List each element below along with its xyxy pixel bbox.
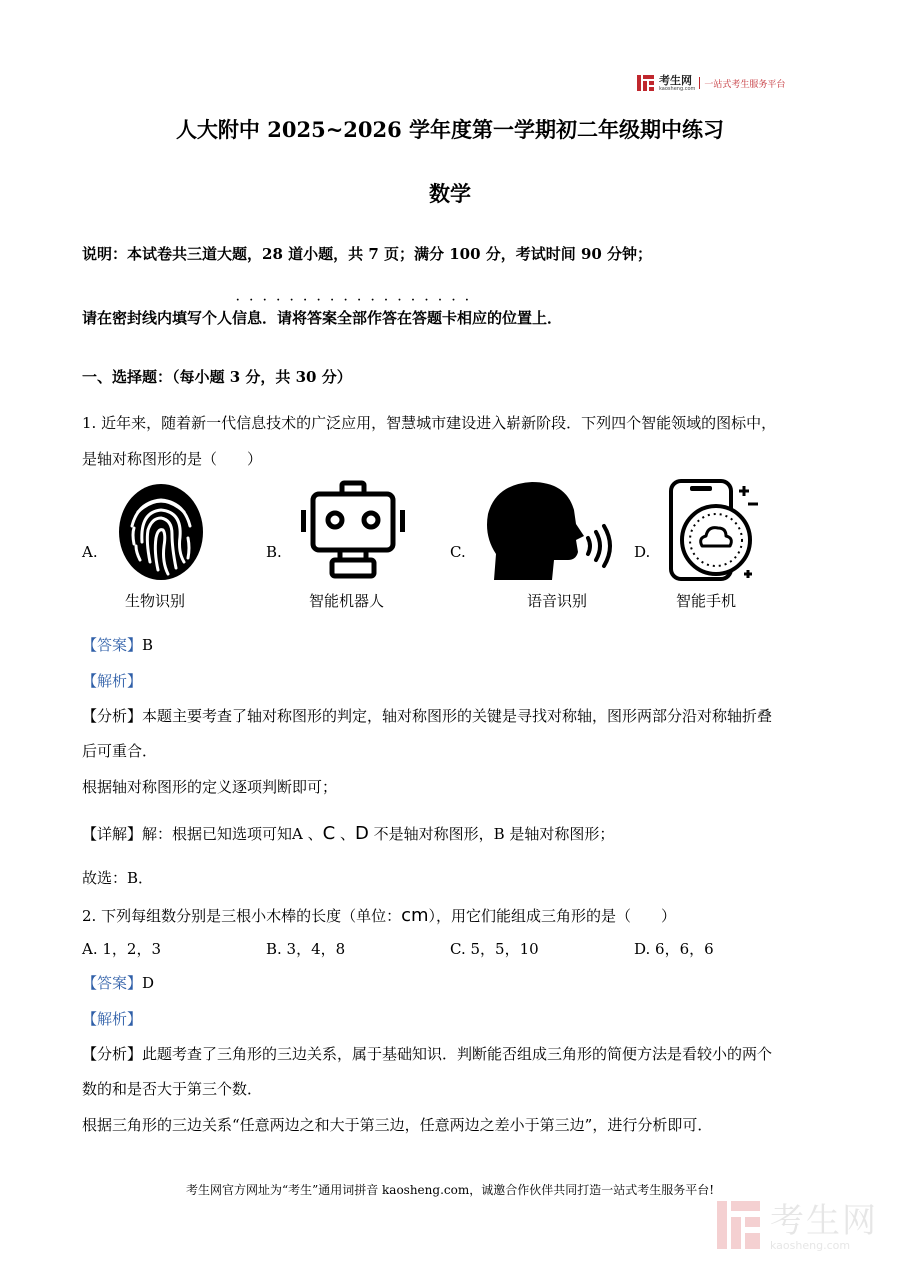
q1-option-b-letter: B. bbox=[266, 543, 282, 561]
logo-divider bbox=[699, 77, 700, 89]
q1-option-a-letter: A. bbox=[82, 543, 98, 561]
logo-domain: kaosheng.com bbox=[659, 85, 696, 92]
q1-analysis-tag: 【解析】 bbox=[82, 672, 143, 690]
q1-detail-line bbox=[82, 823, 614, 845]
q1-analysis-text1: 本题主要考查了轴对称图形的判定，轴对称图形的关键是寻找对称轴，图形两部分沿对称轴折叠 bbox=[142, 707, 773, 725]
q1-detail-text-a: 解：根据已知选项可知A 、 bbox=[142, 825, 323, 843]
exam-notice: 请在密封线内填写个人信息．请将答案全部作答在答题卡相应的位置上． bbox=[82, 309, 563, 327]
q2-option-d: D. 6，6，6 bbox=[634, 940, 714, 958]
q2-answer-tag: 【答案】 bbox=[82, 974, 143, 992]
q2-analysis-tag: 【解析】 bbox=[82, 1010, 143, 1028]
q1-detail-label: 【详解】 bbox=[82, 825, 143, 843]
q2-analysis-line2: 数的和是否大于第三个数． bbox=[82, 1080, 263, 1098]
kaosheng-logo-mark-icon bbox=[636, 73, 656, 93]
fingerprint-icon bbox=[118, 482, 204, 586]
section-heading: 一、选择题：（每小题 3 分，共 30 分） bbox=[82, 368, 352, 386]
q2-analysis-line1 bbox=[82, 1045, 772, 1063]
q1-option-b-caption: 智能机器人 bbox=[309, 592, 385, 610]
q2-stem-a: 2. 下列每组数分别是三根小木棒的长度（单位： bbox=[82, 907, 402, 925]
q1-detail-c: C bbox=[322, 823, 336, 844]
q1-option-a-caption: 生物识别 bbox=[125, 592, 186, 610]
q2-stem-b: ），用它们能组成三角形的是（ ） bbox=[428, 907, 677, 925]
q1-option-d-letter: D. bbox=[634, 543, 651, 561]
robot-icon bbox=[300, 480, 406, 584]
q1-stem-line2: 是轴对称图形的是（ ） bbox=[82, 450, 263, 468]
watermark-name: 考生网 bbox=[770, 1200, 878, 1241]
q1-analysis-label: 【分析】 bbox=[82, 707, 143, 725]
watermark-domain: kaosheng.com bbox=[770, 1238, 851, 1252]
q2-analysis-label: 【分析】 bbox=[82, 1045, 143, 1063]
q2-answer-row bbox=[82, 974, 154, 992]
q1-stem-line1: 1. 近年来，随着新一代信息技术的广泛应用，智慧城市建设进入崭新阶段．下列四个智能领域的图标中， bbox=[82, 414, 777, 432]
exam-subject: 数学 bbox=[429, 181, 471, 206]
q1-analysis-line2: 后可重合． bbox=[82, 742, 158, 760]
q2-option-b: B. 3，4，8 bbox=[266, 940, 346, 958]
logo-slogan: 一站式考生服务平台 bbox=[704, 79, 786, 90]
q2-option-c: C. 5，5，10 bbox=[450, 940, 539, 958]
q1-answer-value: B bbox=[142, 636, 154, 654]
logo-name: 考生网 bbox=[659, 73, 692, 87]
smartphone-icon bbox=[668, 478, 760, 586]
q1-detail-d: D bbox=[354, 823, 369, 844]
q2-analysis-line3: 根据三角形的三边关系“任意两边之和大于第三边，任意两边之差小于第三边”，进行分析即可． bbox=[82, 1116, 713, 1134]
page-footer: 考生网官方网址为“考生”通用词拼音 kaosheng.com，诚邀合作伙伴共同打造一站式考生服务平台! bbox=[185, 1183, 715, 1197]
watermark-mark-icon bbox=[716, 1199, 762, 1255]
q2-unit: cm bbox=[401, 905, 429, 926]
q2-answer-value: D bbox=[142, 974, 155, 992]
q1-answer-row bbox=[82, 636, 153, 654]
q2-stem bbox=[82, 905, 676, 927]
q1-option-c-caption: 语音识别 bbox=[527, 592, 588, 610]
q2-analysis-text1: 此题考查了三角形的三边关系，属于基础知识．判断能否组成三角形的简便方法是看较小的两个 bbox=[142, 1045, 773, 1063]
q1-analysis-line1 bbox=[82, 707, 772, 725]
q2-option-a: A. 1，2，3 bbox=[82, 940, 161, 958]
exam-instructions: 说明：本试卷共三道大题，28 道小题，共 7 页；满分 100 分，考试时间 90 分钟； bbox=[82, 245, 653, 263]
kaosheng-logo[interactable] bbox=[636, 71, 806, 95]
q1-detail-text-b: 不是轴对称图形，B 是轴对称图形； bbox=[368, 825, 615, 843]
kaosheng-watermark bbox=[716, 1196, 886, 1258]
voice-recognition-icon bbox=[484, 480, 620, 588]
q1-analysis-line3: 根据轴对称图形的定义逐项判断即可； bbox=[82, 778, 338, 796]
emphasis-dots: ·················· bbox=[236, 295, 479, 306]
q1-option-c-letter: C. bbox=[450, 543, 466, 561]
q1-answer-tag: 【答案】 bbox=[82, 636, 143, 654]
q1-option-d-caption: 智能手机 bbox=[676, 592, 737, 610]
q1-detail-sep: 、 bbox=[335, 825, 355, 843]
exam-title: 人大附中 2025~2026 学年度第一学期初二年级期中练习 bbox=[175, 117, 725, 142]
q1-choice: 故选：B． bbox=[82, 869, 154, 887]
